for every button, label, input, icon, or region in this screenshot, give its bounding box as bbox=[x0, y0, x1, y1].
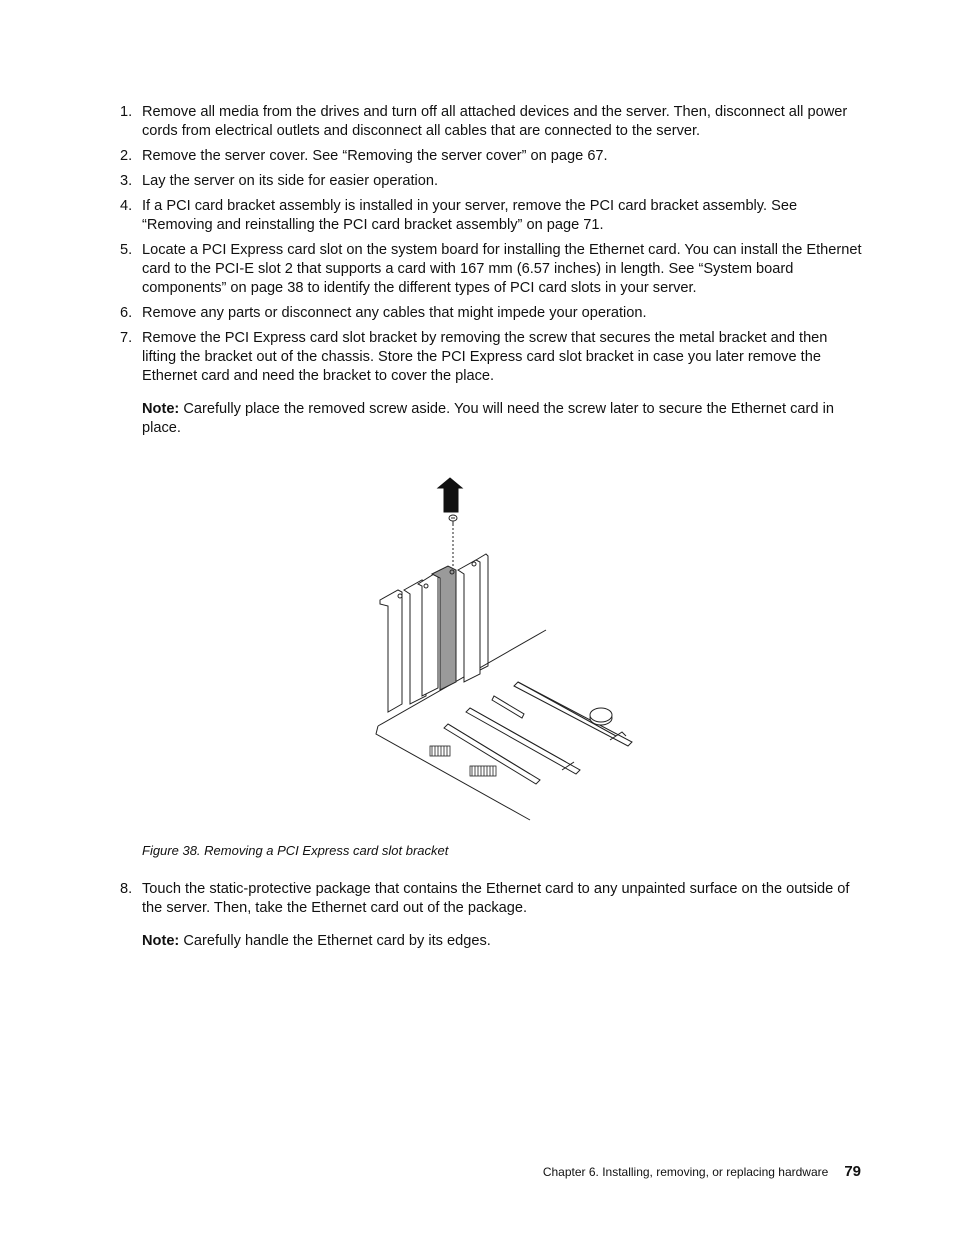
step-number: 7. bbox=[120, 330, 133, 346]
step-1 bbox=[120, 103, 865, 141]
note-label: Note: bbox=[142, 401, 180, 417]
battery-icon bbox=[590, 708, 612, 725]
step-text: Remove any parts or disconnect any cables that might impede your operation. bbox=[142, 305, 647, 321]
screw-icon bbox=[449, 515, 457, 526]
step-text: Locate a PCI Express card slot on the system board for installing the Ethernet card. You can install the Ethernet card to the PCI-E slot 2 that supports a card with 167 mm (6.57 inches) in length. See “System board components” on page 38 to identify the different types of PCI card slots in your server. bbox=[142, 242, 862, 296]
figure-caption: Figure 38. Removing a PCI Express card slot bracket bbox=[142, 843, 449, 858]
step-3 bbox=[120, 172, 865, 191]
step-text: Remove the PCI Express card slot bracket by removing the screw that secures the metal bracket and then lifting the bracket out of the chassis. Store the PCI Express card slot bracket in case you later remove the Ethernet card and need the bracket to cover the place. bbox=[142, 330, 828, 384]
procedure-steps-continued bbox=[120, 880, 865, 957]
step-text: If a PCI card bracket assembly is installed in your server, remove the PCI card bracket assembly. See “Removing and reinstalling the PCI card bracket assembly” on page 71. bbox=[142, 198, 798, 233]
pci-bracket-removal-illustration bbox=[370, 474, 640, 824]
step-number: 1. bbox=[120, 104, 133, 120]
note bbox=[142, 932, 865, 951]
note bbox=[142, 400, 865, 438]
note-text: Carefully handle the Ethernet card by its edges. bbox=[183, 933, 491, 949]
step-text: Lay the server on its side for easier operation. bbox=[142, 173, 439, 189]
up-arrow-icon bbox=[438, 478, 462, 512]
step-number: 3. bbox=[120, 173, 133, 189]
page-footer bbox=[543, 1163, 861, 1180]
step-2 bbox=[120, 147, 865, 166]
step-6 bbox=[120, 304, 865, 323]
procedure-steps bbox=[120, 103, 865, 444]
chapter-title: Chapter 6. Installing, removing, or replacing hardware bbox=[542, 1165, 829, 1179]
step-5 bbox=[120, 241, 865, 298]
note-text: Carefully place the removed screw aside. You will need the screw later to secure the Ethernet card in place. bbox=[142, 401, 834, 436]
step-7 bbox=[120, 329, 865, 438]
step-text: Remove the server cover. See “Removing the server cover” on page 67. bbox=[142, 148, 608, 164]
page-number: 79 bbox=[844, 1163, 861, 1180]
step-text: Remove all media from the drives and turn off all attached devices and the server. Then, disconnect all power cords from electrical outlets and disconnect all cables that are connected to the server. bbox=[142, 104, 848, 139]
step-4 bbox=[120, 197, 865, 235]
step-8 bbox=[120, 880, 865, 951]
step-number: 2. bbox=[120, 148, 133, 164]
slot-brackets bbox=[380, 554, 488, 712]
step-number: 8. bbox=[120, 881, 133, 897]
note-label: Note: bbox=[142, 933, 180, 949]
step-text: Touch the static-protective package that contains the Ethernet card to any unpainted surface on the outside of the server. Then, take the Ethernet card out of the package. bbox=[142, 881, 850, 916]
step-number: 5. bbox=[120, 242, 133, 258]
step-number: 6. bbox=[120, 305, 133, 321]
step-number: 4. bbox=[120, 198, 133, 214]
